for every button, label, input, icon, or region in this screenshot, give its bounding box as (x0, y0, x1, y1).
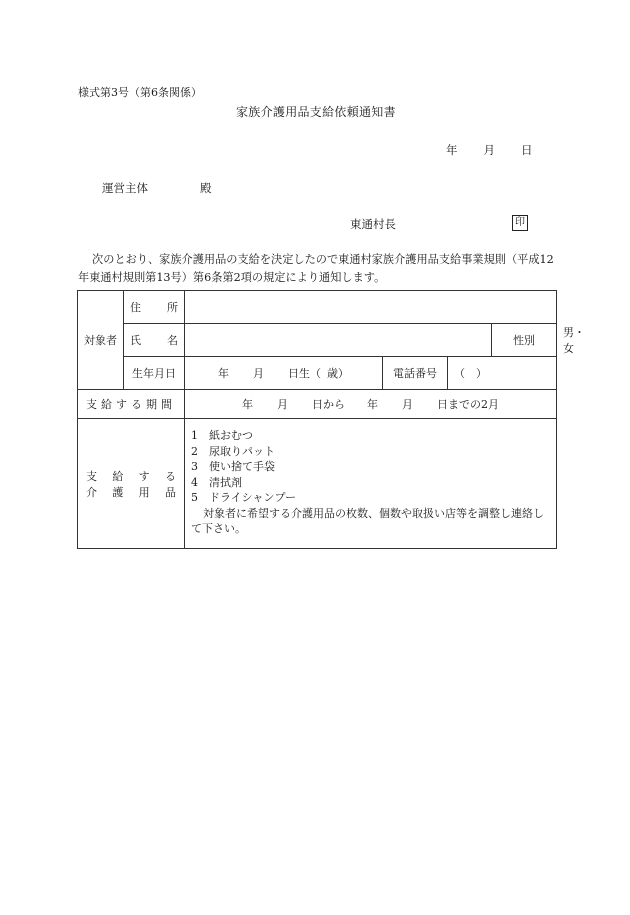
name-label: 氏 名 (124, 324, 185, 357)
list-item: 5 ドライシャンプー (191, 491, 297, 505)
form-number: 様式第3号（第6条関係） (78, 86, 202, 99)
date-line (446, 142, 533, 158)
address-field[interactable] (185, 291, 557, 324)
list-item: 1 紙おむつ (191, 429, 253, 443)
notification-table (77, 290, 585, 549)
list-item: 3 使い捨て手袋 (191, 460, 275, 474)
birth-label: 生年月日 (124, 357, 185, 390)
table-row: 氏 名 性別 男・女 (78, 324, 557, 357)
period-label: 支給する期間 (78, 390, 185, 419)
document-title: 家族介護用品支給依頼通知書 (236, 105, 396, 119)
address-label: 住 所 (124, 291, 185, 324)
body-text: 次のとおり、家族介護用品の支給を決定したので東通村家族介護用品支給事業規則（平成12年東通村規則第13号）第6条第2項の規定により通知します。 (78, 253, 554, 284)
name-field[interactable] (185, 324, 492, 357)
list-item: 2 尿取りパット (191, 444, 275, 458)
phone-label: 電話番号 (383, 357, 448, 390)
items-label: 支 給 す る 介 護 用 品 (78, 419, 185, 549)
table-row (78, 291, 557, 324)
issuer-name: 東通村長 (350, 217, 396, 231)
period-field[interactable]: 年 月 日から 年 月 日までの2月 (185, 390, 557, 419)
seal-mark: 印 (512, 215, 528, 231)
birth-field[interactable]: 年 月 日生（ 歳） (185, 357, 383, 390)
date-day: 日 (521, 143, 533, 157)
items-list (185, 419, 557, 549)
subject-label: 対象者 (78, 291, 124, 390)
addressee-name: 運営主体 (102, 181, 148, 195)
date-month: 月 (483, 143, 495, 157)
addressee (102, 180, 212, 196)
gender-label: 性別 (492, 324, 557, 357)
phone-field[interactable]: （ ） (448, 357, 557, 390)
items-note: 対象者に希望する介護用品の枚数、個数や取扱い店等を調整し連絡して下さい。 (191, 506, 544, 536)
addressee-honorific: 殿 (200, 181, 212, 195)
date-year: 年 (446, 143, 458, 157)
table-row (78, 419, 557, 549)
list-item: 4 清拭剤 (191, 475, 242, 489)
table-row (78, 390, 557, 419)
table-row (78, 357, 557, 390)
